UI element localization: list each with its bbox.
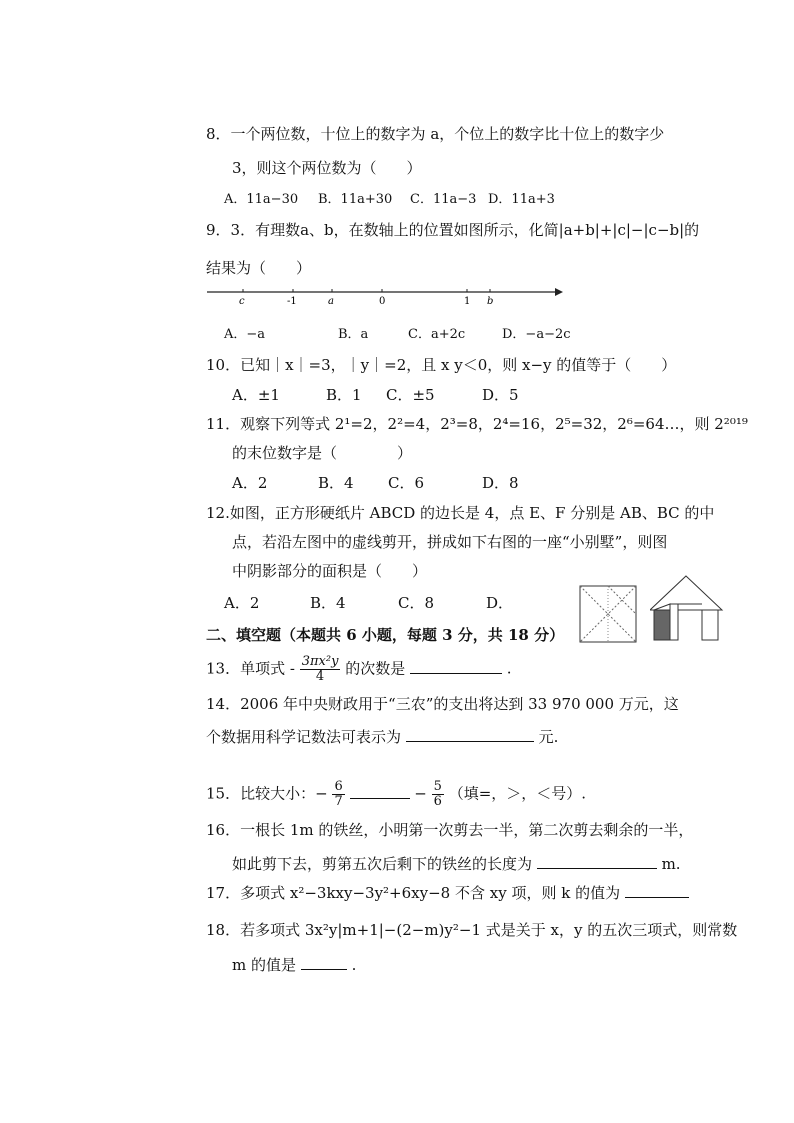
q14-line2: 个数据用科学记数法可表示为: [206, 728, 402, 746]
square-cut-figure: [574, 580, 644, 654]
q15-fraction-2: [432, 780, 444, 809]
q14-end: 元.: [538, 728, 559, 746]
villa-figure: [650, 574, 726, 656]
axis-label-1: 1: [464, 296, 471, 307]
q11-option-c: C．6: [388, 474, 425, 492]
q8-option-a: A．11a−30: [224, 192, 299, 207]
q17-line-wrap: [206, 883, 689, 903]
q17-text: 17．多项式 x²−3kxy−3y²+6xy−8 不含 xy 项，则 k 的值为: [206, 884, 621, 902]
q15-mid: −: [414, 784, 427, 803]
axis-label-0: 0: [379, 296, 386, 307]
axis-label-a: a: [328, 296, 334, 307]
q9-option-b: B．a: [338, 327, 369, 342]
q17-answer-blank[interactable]: [625, 883, 689, 898]
q11-option-d: D．8: [482, 474, 519, 492]
axis-label-b: b: [487, 296, 494, 307]
q9-line2: 结果为（ ）: [206, 259, 312, 277]
q12-option-b: B．4: [310, 594, 346, 612]
q8-option-c: C．11a−3: [410, 192, 477, 207]
q8-option-b: B．11a+30: [318, 192, 393, 207]
q13-denominator: 4: [315, 669, 325, 684]
q13-answer-blank[interactable]: [410, 659, 502, 674]
q12-line3: 中阴影部分的面积是（ ）: [232, 562, 428, 580]
q18-line1: 18．若多项式 3x²y|m+1|−(2−m)y²−1 式是关于 x，y 的五次三项式，则常数: [206, 921, 738, 939]
q15-f1-den: 7: [334, 794, 343, 809]
q13-suffix: 的次数是: [345, 659, 406, 678]
q18-line2-wrap: [232, 955, 356, 975]
q15-f2-den: 6: [433, 794, 442, 809]
q14-answer-blank[interactable]: [406, 727, 534, 742]
q14-line1: 14．2006 年中央财政用于“三农”的支出将达到 33 970 000 万元，这: [206, 695, 679, 713]
q16-answer-blank[interactable]: [537, 854, 657, 869]
q10-option-a: A．±1: [232, 386, 280, 404]
q10-line1: 10．已知｜x｜=3，｜y｜=2，且 x y＜0，则 x−y 的值等于（ ）: [206, 356, 677, 374]
q12-option-a: A．2: [224, 594, 260, 612]
q14-line2-wrap: [206, 727, 558, 747]
q9-line1: 9．3．有理数a、b，在数轴上的位置如图所示，化简|a+b|+|c|−|c−b|的: [206, 221, 700, 239]
q13-fraction: [300, 655, 341, 684]
q15-f1-num: 6: [334, 779, 343, 794]
q16-line2-wrap: [232, 854, 681, 874]
q13-numerator: 3πx²y: [301, 654, 339, 669]
q15-suffix: （填=，＞，＜号）.: [448, 784, 587, 803]
q13-prefix: 13．单项式 -: [206, 659, 295, 678]
q12-option-d: D．: [486, 594, 514, 612]
number-line: [205, 284, 565, 308]
q11-option-b: B．4: [318, 474, 354, 492]
q8-line1: 8．一个两位数，十位上的数字为 a，个位上的数字比十位上的数字少: [206, 125, 665, 143]
q12-line1: 12.如图，正方形硬纸片 ABCD 的边长是 4，点 E、F 分别是 AB、BC 的中: [206, 504, 715, 522]
q15-fraction-1: [332, 780, 344, 809]
q15-f2-num: 5: [433, 779, 442, 794]
q18-answer-blank[interactable]: [301, 955, 347, 970]
q9-option-a: A．−a: [224, 327, 266, 342]
q13-line: [206, 655, 512, 684]
q11-option-a: A．2: [232, 474, 268, 492]
q10-option-b: B．1: [326, 386, 362, 404]
q8-option-d: D．11a+3: [488, 192, 555, 207]
q12-line2: 点，若沿左图中的虚线剪开，拼成如下右图的一座“小别墅”，则图: [232, 533, 668, 551]
axis-label-neg1: -1: [287, 296, 297, 307]
q9-option-c: C．a+2c: [408, 327, 466, 342]
q16-line2: 如此剪下去，剪第五次后剩下的铁丝的长度为: [232, 855, 533, 873]
q16-line1: 16．一根长 1m 的铁丝，小明第一次剪去一半，第二次剪去剩余的一半，: [206, 821, 694, 839]
q8-line2: 3，则这个两位数为（ ）: [232, 159, 422, 177]
q10-option-d: D．5: [482, 386, 519, 404]
q16-end: m.: [661, 855, 681, 873]
q11-line2: 的末位数字是（ ）: [232, 444, 413, 462]
q13-end: .: [506, 659, 512, 678]
q15-line: [206, 780, 586, 809]
q15-answer-blank[interactable]: [350, 784, 410, 799]
q15-prefix: 15．比较大小：−: [206, 784, 328, 803]
section-2-heading: 二、填空题（本题共 6 小题，每题 3 分，共 18 分）: [206, 626, 565, 644]
q12-option-c: C．8: [398, 594, 435, 612]
q18-end: .: [351, 956, 357, 974]
q9-option-d: D．−a−2c: [502, 327, 571, 342]
q18-line2: m 的值是: [232, 956, 296, 974]
axis-label-c: c: [239, 296, 245, 307]
q10-option-c: C．±5: [386, 386, 435, 404]
q11-line1: 11．观察下列等式 2¹=2，2²=4，2³=8，2⁴=16，2⁵=32，2⁶=64…，则 2²⁰¹⁹: [206, 415, 748, 433]
